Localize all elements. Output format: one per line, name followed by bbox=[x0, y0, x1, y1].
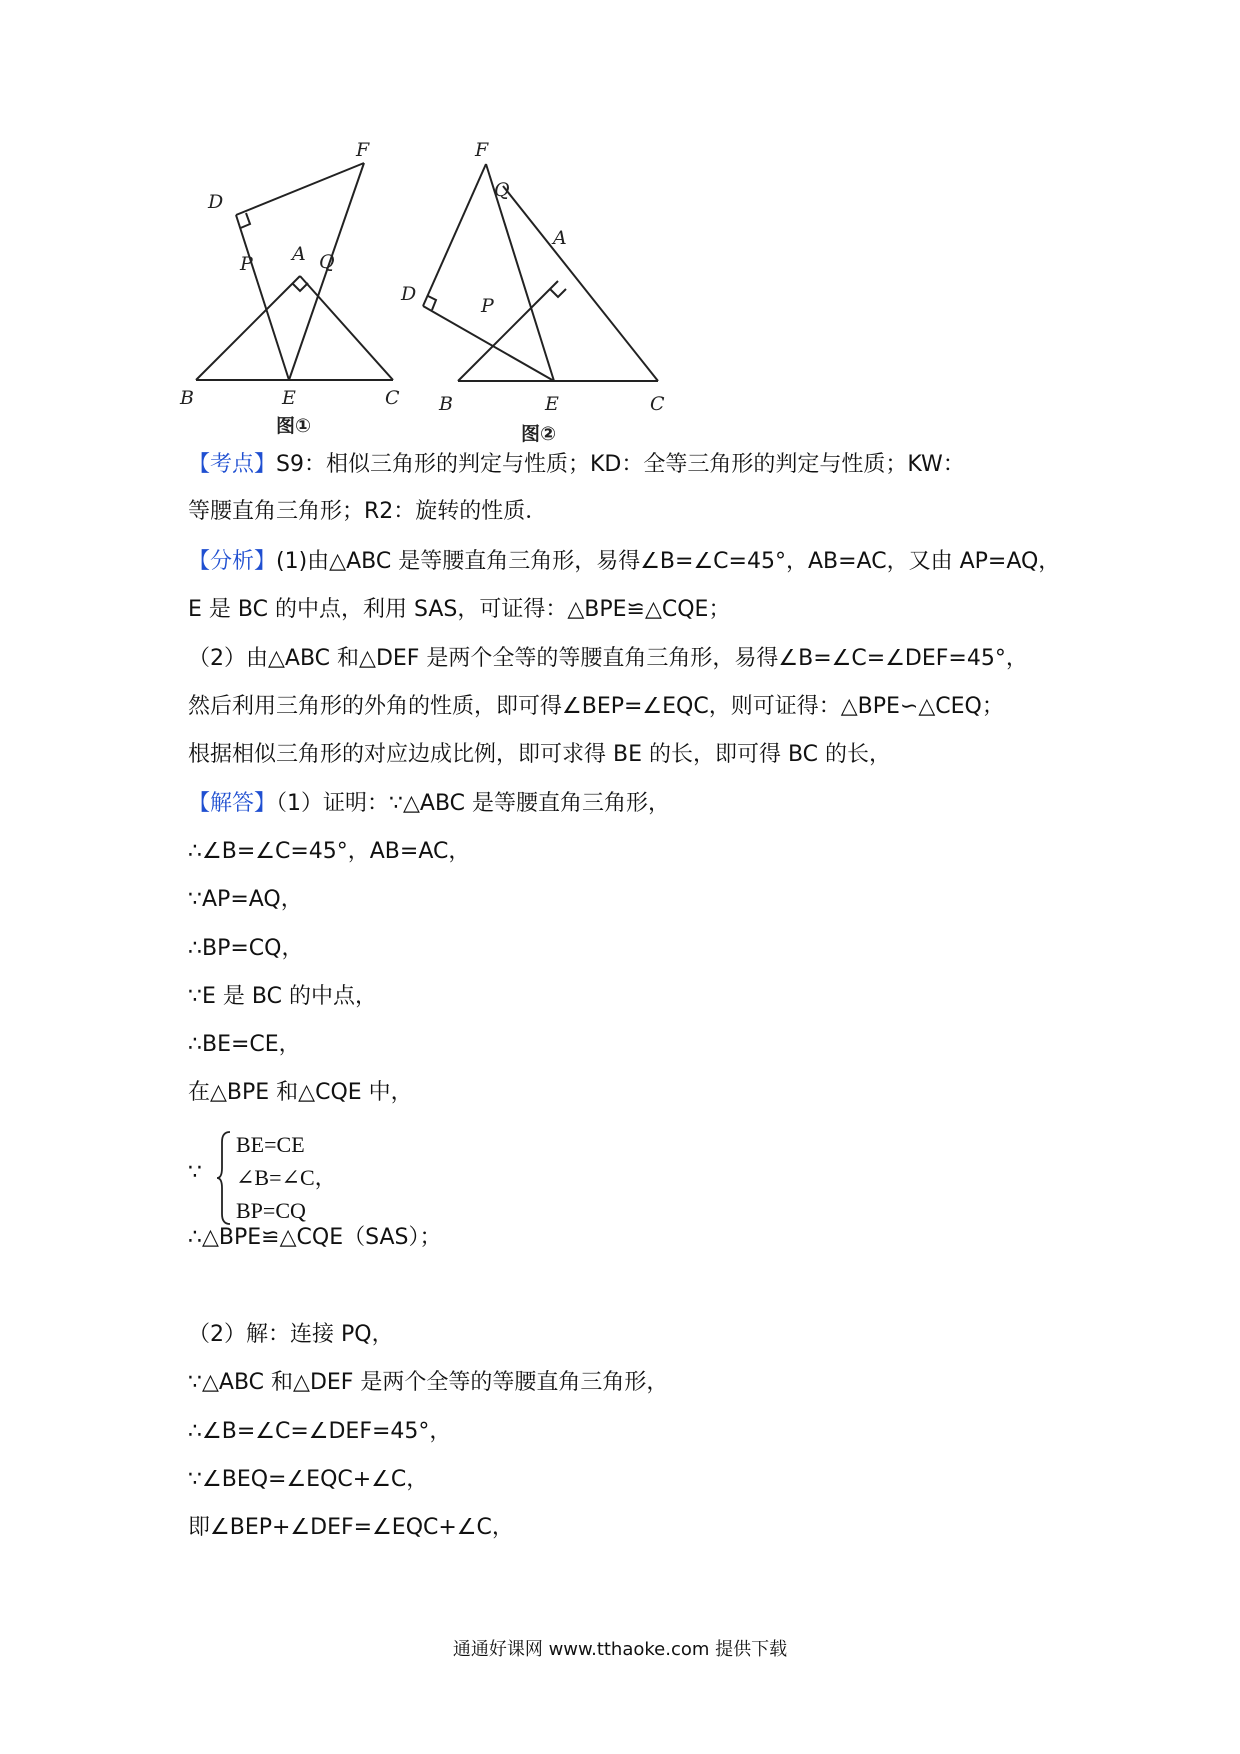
fig2-caption: 图② bbox=[521, 423, 557, 445]
fenxi-line-2: E 是 BC 的中点，利用 SAS，可证得：△BPE≌△CQE； bbox=[188, 597, 731, 622]
fenxi-line-3: （2）由△ABC 和△DEF 是两个全等的等腰直角三角形，易得∠B=∠C=∠DEF=45°， bbox=[188, 646, 1028, 671]
kaodian-text-1: S9：相似三角形的判定与性质；KD：全等三角形的判定与性质；KW： bbox=[276, 452, 965, 477]
fig2-segment-fd bbox=[423, 164, 486, 306]
fig1-label-c: C bbox=[385, 387, 400, 409]
fig2-label-d: D bbox=[401, 283, 417, 305]
fig2-label-b: B bbox=[439, 393, 453, 415]
fig2-label-e: E bbox=[545, 393, 559, 415]
fig2-label-q: Q bbox=[494, 179, 510, 201]
jieda-line-10: ∵△ABC 和△DEF 是两个全等的等腰直角三角形， bbox=[188, 1370, 669, 1395]
left-brace bbox=[216, 1128, 234, 1228]
fig1-label-b: B bbox=[180, 387, 194, 409]
jieda-text-1: （1）证明：∵△ABC 是等腰直角三角形， bbox=[276, 791, 671, 816]
fig2-right-angle-a bbox=[550, 289, 566, 297]
fenxi-tag: 【分析】 bbox=[188, 549, 277, 574]
jieda-line-3: ∵AP=AQ， bbox=[188, 887, 303, 912]
jieda-line-4: ∴BP=CQ， bbox=[188, 936, 304, 961]
kaodian-line-2: 等腰直角三角形；R2：旋转的性质． bbox=[188, 499, 548, 524]
fenxi-line-4: 然后利用三角形的外角的性质，即可得∠BEP=∠EQC，则可证得：△BPE∽△CEQ； bbox=[188, 694, 1004, 719]
fenxi-line-1 bbox=[188, 547, 1060, 577]
fig1-label-p: P bbox=[240, 253, 253, 275]
brace-line-2: ∠B=∠C， bbox=[236, 1165, 337, 1190]
kaodian-tag: 【考点】 bbox=[188, 452, 277, 477]
fig1-right-angle-d bbox=[241, 213, 251, 228]
fig2-right-angle-d bbox=[428, 296, 436, 310]
figure-2 bbox=[423, 164, 658, 381]
jieda-line-9: （2）解：连接 PQ， bbox=[188, 1322, 394, 1347]
fig2-label-a: A bbox=[553, 227, 567, 249]
page-footer: 通通好课网 www.tthaoke.com 提供下载 bbox=[452, 1639, 788, 1660]
fig1-label-f: F bbox=[356, 139, 370, 161]
jieda-line-7: 在△BPE 和△CQE 中， bbox=[188, 1080, 413, 1105]
jieda-line-12: ∵∠BEQ=∠EQC+∠C， bbox=[188, 1467, 429, 1492]
geometry-figures bbox=[180, 139, 748, 448]
jieda-line-2: ∴∠B=∠C=45°，AB=AC， bbox=[188, 839, 471, 864]
because-symbol: ∵ bbox=[188, 1160, 202, 1185]
fig1-caption: 图① bbox=[276, 415, 312, 437]
fig2-label-f: F bbox=[475, 139, 489, 161]
jieda-line-5: ∵E 是 BC 的中点， bbox=[188, 984, 377, 1009]
figure-1 bbox=[196, 163, 393, 380]
fig1-label-e: E bbox=[282, 387, 296, 409]
jieda-line-6: ∴BE=CE， bbox=[188, 1032, 301, 1057]
fenxi-line-5: 根据相似三角形的对应边成比例，即可求得 BE 的长，即可得 BC 的长， bbox=[188, 742, 892, 767]
fig1-label-q: Q bbox=[319, 251, 335, 273]
fig1-segment-de bbox=[236, 215, 289, 380]
jieda-line-1 bbox=[188, 789, 670, 819]
jieda-line-11: ∴∠B=∠C=∠DEF=45°， bbox=[188, 1419, 452, 1444]
brace-line-1: BE=CE bbox=[236, 1132, 305, 1157]
fig2-segment-qc bbox=[503, 186, 658, 381]
brace-conditions bbox=[188, 1128, 388, 1228]
jieda-line-8: ∴△BPE≌△CQE（SAS）； bbox=[188, 1225, 442, 1250]
fig1-right-angle-a bbox=[292, 283, 308, 291]
fig1-label-a: A bbox=[292, 243, 306, 265]
fig1-segment-df bbox=[236, 163, 364, 215]
fig2-label-p: P bbox=[481, 295, 494, 317]
fig1-segment-ac bbox=[300, 276, 393, 380]
jieda-tag: 【解答】 bbox=[188, 791, 277, 816]
figures-svg bbox=[180, 139, 748, 448]
jieda-line-13: 即∠BEP+∠DEF=∠EQC+∠C， bbox=[188, 1515, 514, 1540]
brace-line-3: BP=CQ bbox=[236, 1198, 306, 1223]
fig2-segment-ba bbox=[458, 281, 558, 381]
fig1-label-d: D bbox=[208, 191, 224, 213]
kaodian-line-1 bbox=[188, 450, 965, 480]
brace-lines bbox=[236, 1128, 337, 1227]
fig2-label-c: C bbox=[650, 393, 665, 415]
fenxi-text-1: (1)由△ABC 是等腰直角三角形，易得∠B=∠C=45°，AB=AC，又由 AP=AQ， bbox=[276, 549, 1061, 574]
